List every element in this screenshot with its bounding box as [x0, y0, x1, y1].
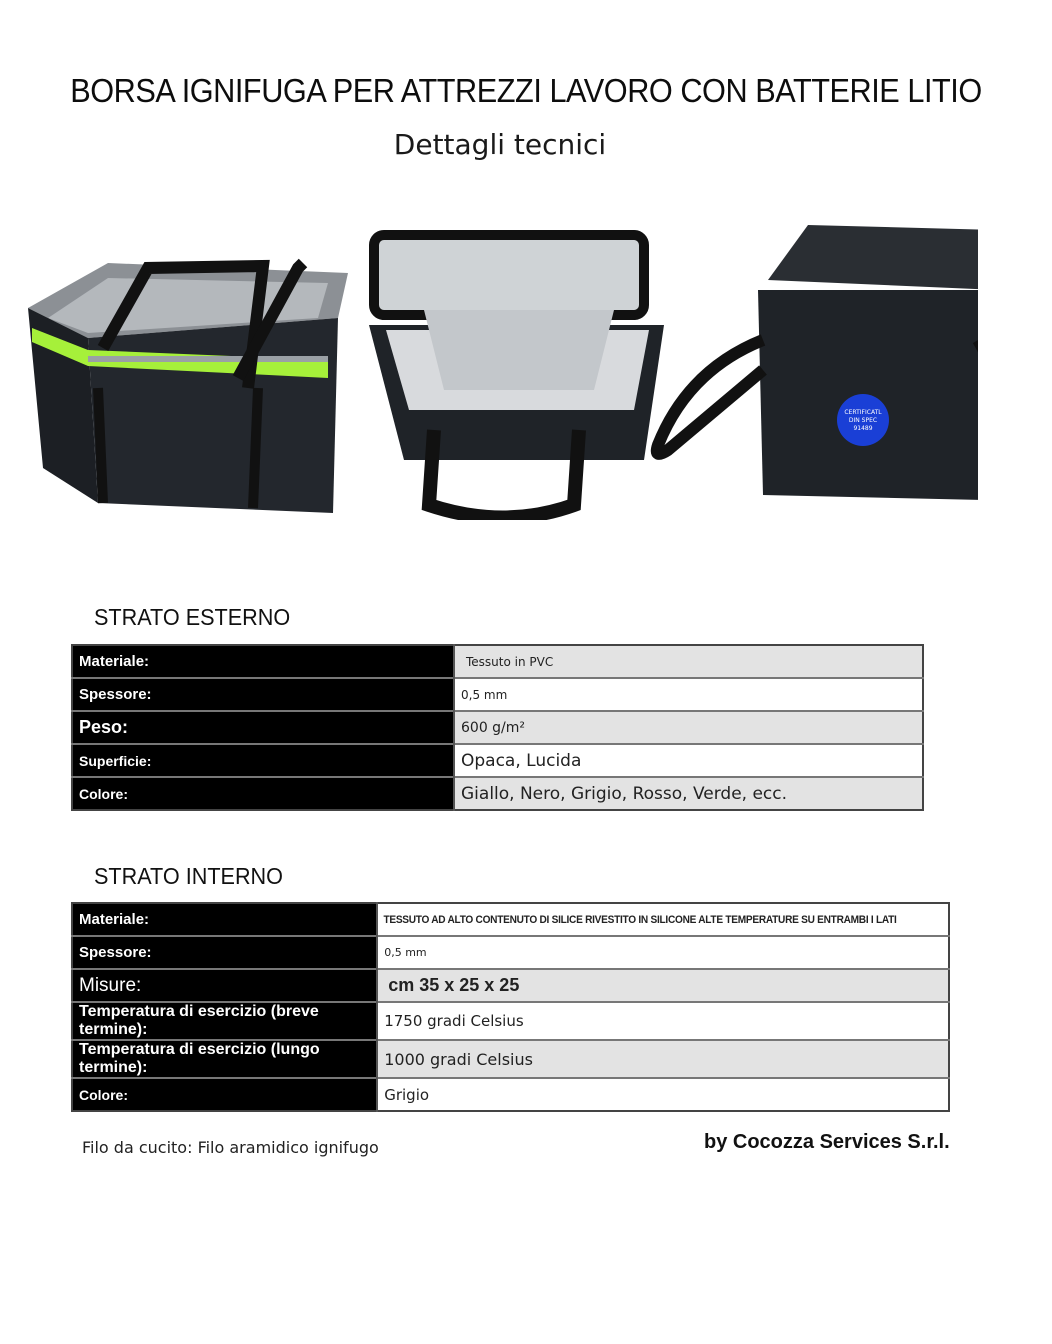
bag-open-photo: [364, 230, 674, 520]
table-row: [72, 711, 923, 744]
spec-label: Superficie:: [72, 744, 454, 777]
spec-value: Giallo, Nero, Grigio, Rosso, Verde, ecc.: [454, 777, 923, 810]
spec-label: Spessore:: [72, 936, 377, 969]
spec-value: Opaca, Lucida: [454, 744, 923, 777]
spec-label: Colore:: [72, 1078, 377, 1111]
document-subtitle: Dettagli tecnici: [393, 128, 607, 161]
bag-closed-photo: [28, 238, 358, 538]
table-row: [72, 1040, 949, 1078]
product-photos: [38, 220, 960, 555]
spec-label: Spessore:: [72, 678, 454, 711]
bag-cube-photo: [648, 220, 978, 520]
table-row: [72, 678, 923, 711]
table-row: [72, 936, 949, 969]
outer-layer-table: [71, 644, 924, 811]
badge-line-1: CERTIFICATL: [844, 409, 882, 416]
spec-label: Colore:: [72, 777, 454, 810]
badge-line-2: DIN SPEC: [848, 417, 878, 424]
table-row: [72, 744, 923, 777]
spec-value: cm 35 x 25 x 25: [377, 969, 949, 1002]
badge-line-3: 91489: [853, 425, 873, 432]
spec-label: Misure:: [72, 969, 377, 1002]
inner-layer-table: [71, 902, 950, 1112]
spec-value: 1750 gradi Celsius: [377, 1002, 949, 1040]
table-row: [72, 903, 949, 936]
spec-label: Materiale:: [72, 903, 377, 936]
outer-layer-title: STRATO ESTERNO: [94, 604, 291, 630]
table-row: [72, 645, 923, 678]
document-title: BORSA IGNIFUGA PER ATTREZZI LAVORO CON BATTERIE LITIO: [70, 72, 982, 109]
thread-note: Filo da cucito: Filo aramidico ignifugo: [82, 1138, 379, 1157]
spec-value: 0,5 mm: [454, 678, 923, 711]
spec-label: Peso:: [72, 711, 454, 744]
spec-value: 600 g/m²: [454, 711, 923, 744]
spec-value: Tessuto in PVC: [454, 645, 923, 678]
table-row: [72, 969, 949, 1002]
table-row: [72, 1078, 949, 1111]
spec-label: Temperatura di esercizio (lungo termine):: [72, 1040, 377, 1078]
spec-label: Materiale:: [72, 645, 454, 678]
spec-value: 0,5 mm: [377, 936, 949, 969]
inner-layer-title: STRATO INTERNO: [94, 863, 283, 889]
spec-value: Grigio: [377, 1078, 949, 1111]
spec-label: Temperatura di esercizio (breve termine):: [72, 1002, 377, 1040]
company-credit: by Cocozza Services S.r.l.: [704, 1131, 950, 1153]
table-row: [72, 777, 923, 810]
table-row: [72, 1002, 949, 1040]
spec-value: 1000 gradi Celsius: [377, 1040, 949, 1078]
spec-value: TESSUTO AD ALTO CONTENUTO DI SILICE RIVESTITO IN SILICONE ALTE TEMPERATURE SU ENTRAMBI I LATI: [377, 903, 903, 936]
